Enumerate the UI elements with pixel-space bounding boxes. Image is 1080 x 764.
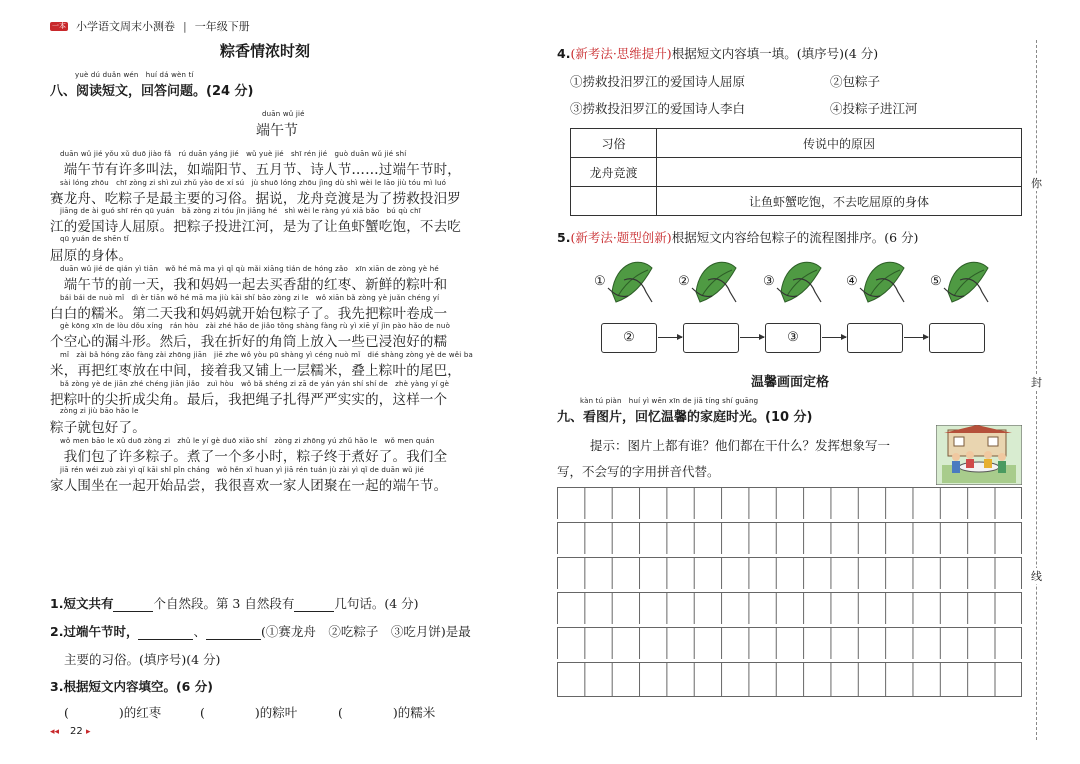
- zongzi-step-image: [678, 252, 740, 310]
- question-4-title: 4.(新考法·思维提升)根据短文内容填一填。(填序号)(4 分): [557, 46, 879, 61]
- question-2-cont: 主要的习俗。(填序号)(4 分): [64, 652, 221, 667]
- zongzi-step-image: [930, 252, 992, 310]
- passage-pinyin: wǒ men bāo le xǔ duō zòng zi zhǔ le yí gè duō xiǎo shí zòng zi zhōng yú zhǔ hǎo le wǒ men quán: [60, 437, 435, 445]
- flow-arrow-icon: [822, 337, 846, 338]
- passage-line: 江的爱国诗人屈原。把粽子投进江河，是为了让鱼虾蟹吃饱，不去吃: [50, 219, 461, 236]
- grid-row-gap: [557, 519, 1022, 522]
- page-title: 粽香情浓时刻: [219, 42, 310, 60]
- question-5-title: 5.(新考法·题型创新)根据短文内容给包粽子的流程图排序。(6 分): [557, 230, 919, 245]
- header: 一本 小学语文周末小测卷 | 一年级下册: [52, 19, 250, 33]
- step-label: ④: [846, 274, 858, 289]
- passage-line: 白白的糯米。第二天我和妈妈就开始包粽子了。我先把粽叶卷成一: [50, 305, 448, 322]
- passage-pinyin: jiā rén wéi zuò zài yì qǐ kāi shǐ pǐn cháng wǒ hěn xǐ huan yì jiā rén tuán jù zài yì qǐ de duān wǔ jié: [60, 465, 425, 474]
- family-scene-image: [936, 425, 1022, 485]
- flow-box: ②: [601, 323, 657, 353]
- table-row: 让鱼虾蟹吃饱，不去吃屈原的身体: [571, 187, 1022, 216]
- flow-box: ③: [765, 323, 821, 353]
- step-label: ②: [678, 274, 690, 289]
- table-row: 习俗 传说中的原因: [571, 129, 1022, 158]
- q4-answer-cell-2[interactable]: [571, 187, 657, 216]
- q3-item-2[interactable]: ( )的粽叶: [200, 705, 298, 720]
- passage-line: 我们包了许多粽子。煮了一个多小时，粽子终于煮好了。我们全: [50, 449, 448, 465]
- passage-pinyin: qū yuán de shēn tǐ: [60, 235, 129, 244]
- passage-line: 米，再把红枣放在中间，接着我又铺上一层糯米，叠上粽叶的尾巴，: [50, 362, 461, 379]
- passage-pinyin: bǎ zòng yè de jiān zhé chéng jiān jiǎo zuì hòu wǒ bǎ shéng zi zā de yán yán shí shí de zhè yàng yí gè: [60, 379, 450, 388]
- margin-mark-2: 封: [1031, 376, 1042, 389]
- passage-pinyin: duān wǔ jié yǒu xǔ duō jiào fǎ rú duān yáng jié wǔ yuè jié shī rén jié guò duān wǔ jié shí: [60, 150, 407, 158]
- q4-option-2: ②包粽子: [830, 74, 881, 89]
- passage-pinyin: gè kōng xīn de lòu dǒu xíng rán hòu zài zhé hǎo de jiǎo tǒng shàng fàng rù yì xiē yǐ jìn pào hǎo de nuò: [60, 322, 451, 331]
- grid-row-gap: [557, 659, 1022, 662]
- q3-item-3[interactable]: ( )的糯米: [338, 705, 436, 720]
- flow-arrow-icon: [658, 337, 682, 338]
- grid-row-gap: [557, 554, 1022, 557]
- zongzi-step-image: [846, 252, 908, 310]
- passage-line: 粽子就包好了。: [50, 420, 146, 437]
- section8-title: 八、阅读短文，回答问题。(24 分): [50, 84, 254, 99]
- passage-line: 家人围坐在一起开始品尝，我很喜欢一家人团聚在一起的端午节。: [50, 477, 448, 494]
- passage-pinyin: mǐ zài bǎ hóng zǎo fàng zài zhōng jiān jiē zhe wǒ yòu pū shàng yì céng nuò mǐ dié shàng zòng yè de wěi ba: [60, 350, 473, 359]
- q4-option-3: ③捞救投汨罗江的爱国诗人李白: [570, 101, 746, 116]
- q4-table: [570, 128, 1022, 216]
- page-number: 22: [70, 726, 83, 737]
- grade-label: 一年级下册: [194, 20, 250, 33]
- grid-row-gap: [557, 624, 1022, 627]
- table-row: 龙舟竞渡: [571, 158, 1022, 187]
- passage-line: 把粽叶的尖折成尖角。最后，我把绳子扎得严严实实的，这样一个: [50, 391, 448, 408]
- passage-line: 屈原的身体。: [50, 248, 133, 265]
- series-name: 小学语文周末小测卷: [76, 20, 175, 33]
- q1-blank-2[interactable]: [294, 611, 334, 612]
- flow-box[interactable]: [929, 323, 985, 353]
- section9-title: 九、看图片，回忆温馨的家庭时光。(10 分): [557, 410, 813, 425]
- q1-blank-1[interactable]: [113, 611, 153, 612]
- logo: 一本: [52, 21, 66, 30]
- question-3-title: 3.根据短文内容填空。(6 分): [50, 679, 213, 694]
- passage-pinyin: bái bái de nuò mǐ dì èr tiān wǒ hé mā ma jiù kāi shǐ bāo zòng zi le wǒ xiān bǎ zòng yè juǎn chéng yí: [60, 293, 440, 302]
- story-title-pinyin: duān wǔ jié: [262, 110, 305, 118]
- hint-line-2: 写，不会写的字用拼音代替。: [557, 464, 720, 479]
- flow-box[interactable]: [847, 323, 903, 353]
- passage-pinyin: jiāng de ài guó shī rén qū yuán bǎ zòng zi tóu jìn jiāng hé shì wèi le ràng yú xiā bǎo bú qù chī: [60, 207, 421, 216]
- margin-mark-3: 线: [1031, 570, 1042, 583]
- story-title: 端午节: [256, 123, 298, 139]
- passage-line: 赛龙舟、吃粽子是最主要的习俗。据说，龙舟竞渡是为了捞救投汨罗: [50, 190, 461, 207]
- section8-pinyin: yuè dú duǎn wén huí dá wèn tí: [75, 71, 194, 79]
- zongzi-step-image: [594, 252, 656, 310]
- step-label: ①: [594, 274, 606, 289]
- q4-option-1: ①捞救投汨罗江的爱国诗人屈原: [570, 74, 746, 89]
- passage-pinyin: duān wǔ jié de qián yì tiān wǒ hé mā ma yì qǐ qù mǎi xiāng tián de hóng zǎo xīn xiān de zòng yè hé: [60, 264, 439, 273]
- grid-row-gap: [557, 589, 1022, 592]
- passage-line: 端午节有许多叫法，如端阳节、五月节、诗人节……过端午节时，: [50, 162, 461, 178]
- passage-pinyin: zòng zi jiù bāo hǎo le: [60, 407, 139, 416]
- section9-pinyin: kàn tú piàn huí yì wēn xīn de jiā tíng shí guāng: [580, 397, 759, 405]
- q4-answer-cell-1[interactable]: [657, 158, 1022, 187]
- q2-blank-1[interactable]: [138, 639, 193, 640]
- q2-blank-2[interactable]: [206, 639, 261, 640]
- step-label: ⑤: [930, 274, 942, 289]
- flow-arrow-icon: [740, 337, 764, 338]
- flow-box[interactable]: [683, 323, 739, 353]
- zongzi-step-image: [763, 252, 825, 310]
- margin-mark-1: 你: [1031, 177, 1042, 190]
- q4-option-4: ④投粽子进江河: [830, 101, 918, 116]
- section9-heading: 温馨画面定格: [750, 375, 829, 390]
- passage-line: 个空心的漏斗形。然后，我在折好的角筒上放入一些已浸泡好的糯: [50, 334, 448, 351]
- step-label: ③: [763, 274, 775, 289]
- question-1: 1.短文共有 个自然段。第 3 自然段有 几句话。(4 分): [50, 596, 419, 611]
- passage-line: 端午节的前一天，我和妈妈一起去买香甜的红枣、新鲜的粽叶和: [50, 276, 448, 293]
- question-2: 2.过端午节时， 、 (①赛龙舟 ②吃粽子 ③吃月饼)是最: [50, 624, 471, 639]
- page-number-marker: ◂◂: [50, 727, 60, 737]
- q3-item-1[interactable]: ( )的红枣: [64, 705, 162, 720]
- passage-pinyin: sài lóng zhōu chī zòng zi shì zuì zhǔ yào de xí sú jù shuō lóng zhōu jìng dù shì wèi le lāo jiù tóu mì luó: [60, 178, 447, 187]
- hint-line-1: 提示：图片上都有谁？他们都在干什么？发挥想象写一: [590, 438, 891, 453]
- flow-arrow-icon: [904, 337, 928, 338]
